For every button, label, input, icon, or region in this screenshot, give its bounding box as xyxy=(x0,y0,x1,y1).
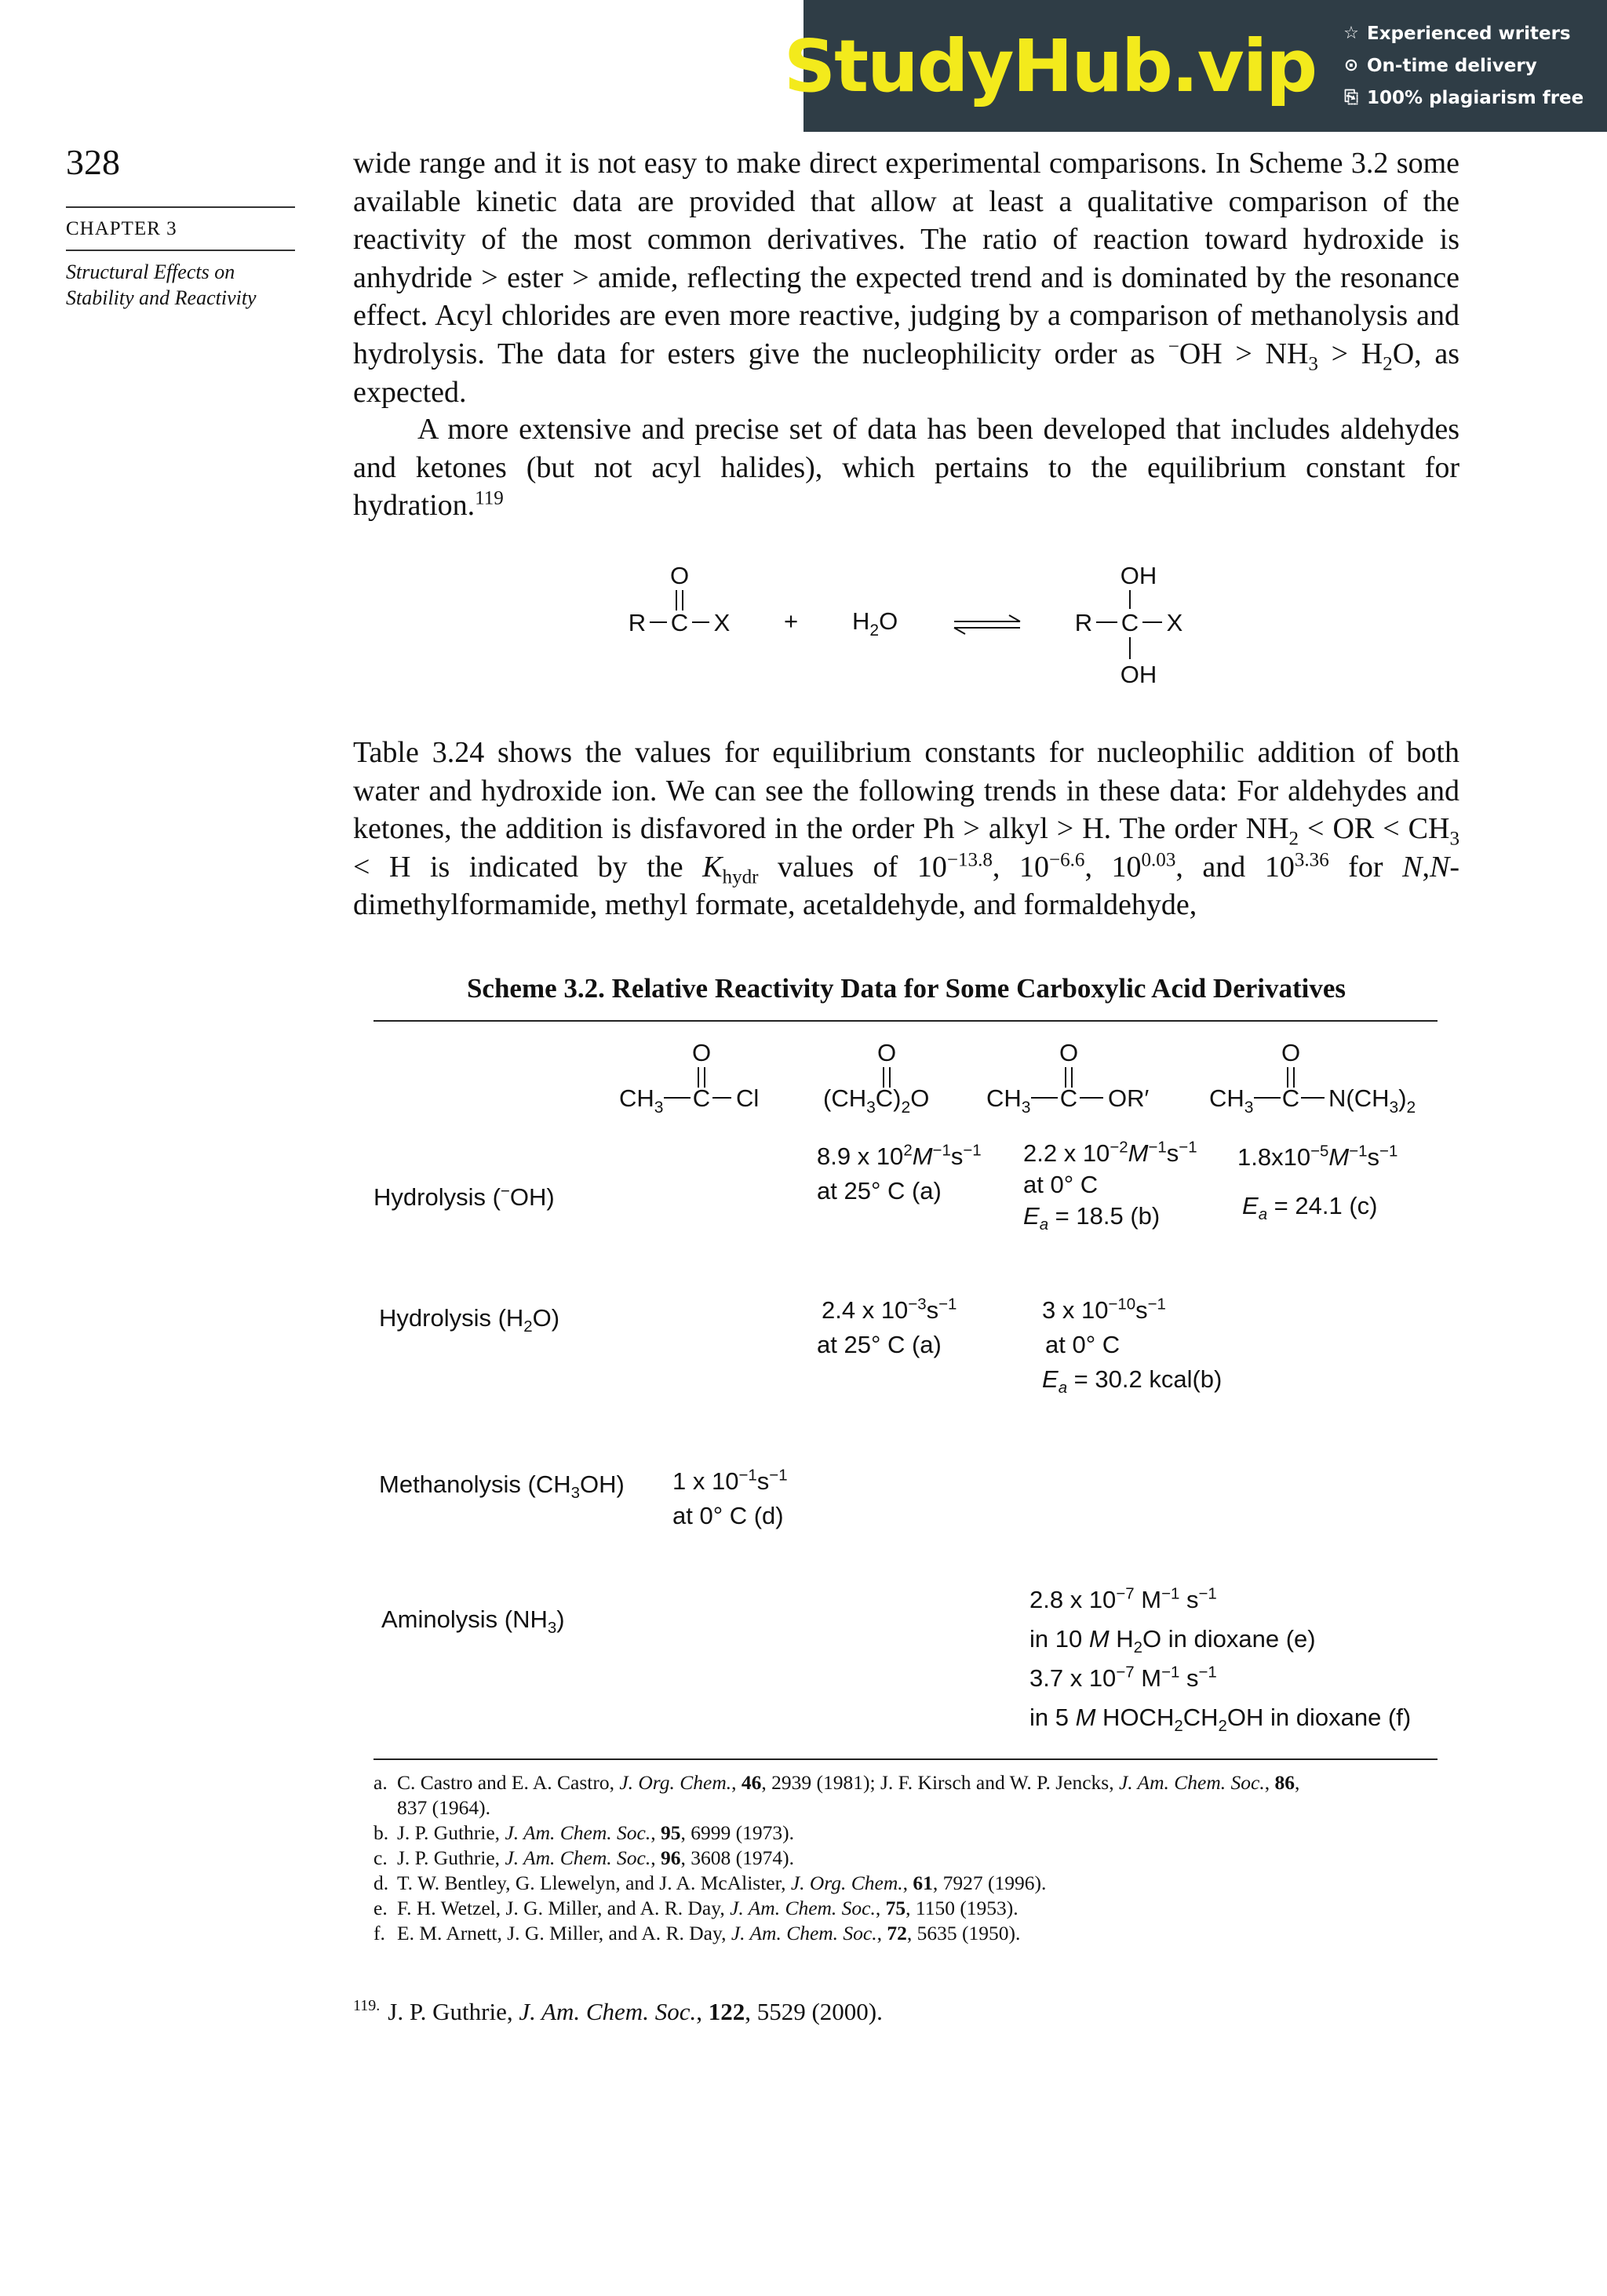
svg-text:X: X xyxy=(713,609,731,636)
svg-text:CH3: $CH_3$ xyxy=(1209,1084,1254,1117)
svg-text:C: C xyxy=(692,1084,711,1112)
svg-text:Cl: Cl xyxy=(736,1084,760,1112)
banner-feature-label: On-time delivery xyxy=(1367,55,1537,76)
rate-ester-water: 3 x $10^{-10}s^{-1}$ at 0° C $E_a = 30.2$ kcal(b) xyxy=(1042,1295,1223,1398)
scheme-rule xyxy=(374,1020,1438,1022)
svg-text:O: O xyxy=(876,1039,897,1066)
svg-text:+: + xyxy=(783,607,799,635)
page-number: 328 xyxy=(66,142,120,182)
rate-chloride-methanolysis: 1 x $10^{-1}s^{-1}$ at 0° C (d) xyxy=(672,1466,788,1529)
footnote: c. J. P. Guthrie, J. Am. Chem. Soc., 96, 3608 (1974). xyxy=(374,1846,794,1869)
footnote: f. E. M. Arnett, J. G. Miller, and A. R. Day, J. Am. Chem. Soc., 72, 5635 (1950). xyxy=(374,1922,1021,1944)
banner-logo[interactable]: StudyHub.vip xyxy=(783,24,1317,108)
footnote: a. C. Castro and E. A. Castro, J. Org. Chem., 46, 2939 (1981); J. F. Kirsch and W. P. Jencks, J. Am. Chem. Soc., 86, xyxy=(374,1771,1300,1794)
banner-feature-list xyxy=(1340,17,1599,114)
ad-banner[interactable] xyxy=(783,0,1607,132)
row-label-water: Hydrolysis $(H_2O)$ xyxy=(379,1304,560,1336)
row-label-hydroxide: Hydrolysis (−OH) xyxy=(374,1182,555,1211)
copy-icon: ⎘ xyxy=(1344,88,1358,108)
svg-text:O: O xyxy=(691,1039,712,1066)
svg-text:OH: OH xyxy=(1120,562,1157,589)
svg-text:CH3: $CH_3$ xyxy=(619,1084,664,1117)
svg-text:R: R xyxy=(1074,609,1093,636)
rate-ester-aminolysis: 2.8 x $10^{-7}$ $M^{-1}$ $s^{-1}$ in 10 M $H_2O$ in dioxane (e) 3.7 x $10^{-7}$ $M^{-1}$ $s^{-1}$ in 5 M $HOCH_2CH_2OH$ in dioxane (f) xyxy=(1029,1584,1412,1736)
row-label-aminolysis: Aminolysis $(NH_3)$ xyxy=(381,1605,565,1638)
svg-text:N(CH3)2: $N(CH_3)_2$ xyxy=(1328,1084,1416,1117)
rate-ester-hydroxide: 2.2 x $10^{-2}M^{-1}s^{-1}$ at 0° C $E_a = 18.5$ (b) xyxy=(1023,1138,1197,1234)
scheme-rule xyxy=(374,1758,1438,1760)
paragraph: A more extensive and precise set of data has been developed that includes aldehydes and ketones (but not acyl halides), which pertains to the equilibrium constant for hydration.$^{119}$ xyxy=(353,413,1459,523)
scheme-title: Scheme 3.2. Relative Reactivity Data for Some Carboxylic Acid Derivatives xyxy=(466,973,1346,1004)
banner-feature xyxy=(1340,49,1599,82)
star-icon: ☆ xyxy=(1343,24,1359,43)
svg-text:OH: OH xyxy=(1120,661,1157,688)
banner-feature xyxy=(1340,17,1599,49)
svg-text:CH3: $CH_3$ xyxy=(986,1084,1031,1117)
svg-text:O: O xyxy=(1059,1039,1079,1066)
svg-text:C: C xyxy=(1059,1084,1078,1112)
row-label-methanolysis: Methanolysis $(CH_3OH)$ xyxy=(379,1471,625,1503)
scheme-footnotes: a. C. Castro and E. A. Castro, J. Org. Chem., 46, 2939 (1981); J. F. Kirsch and W. P. Jencks, J. Am. Chem. Soc., 86, 837 (1964). b. J. P. Guthrie, J. Am. Chem. Soc., 95, 6999 (1973). c. J. P. Guthrie, J. Am. Chem. Soc., 96, 3608 (1974). d. T. W. Bentley, G. Llewelyn, and J. A. McAlister, J. Org. Chem., 61, 7927 (1996). e. F. H. Wetzel, J. G. Miller, and A. R. Day, J. Am. Chem. Soc., 75, 1150 (1953). f. E. M. Arnett, J. G. Miller, and A. R. Day, J. Am. Chem. Soc., 72, 5635 (1950). xyxy=(374,1770,1438,1946)
svg-text:OR′: OR′ xyxy=(1108,1084,1150,1112)
rate-anhydride-water: 2.4 x $10^{-3}s^{-1}$ at 25° C (a) xyxy=(817,1295,957,1358)
svg-text:C: C xyxy=(1281,1084,1300,1112)
footnote: b. J. P. Guthrie, J. Am. Chem. Soc., 95, 6999 (1973). xyxy=(374,1821,794,1844)
svg-text:X: X xyxy=(1166,609,1183,636)
footnote: e. F. H. Wetzel, J. G. Miller, and A. R. Day, J. Am. Chem. Soc., 75, 1150 (1953). xyxy=(374,1897,1018,1919)
svg-text:C: C xyxy=(670,609,689,636)
clock-icon: ⊙ xyxy=(1343,56,1359,75)
svg-text:(CH3C)2O: $(CH_3C)_2O$ xyxy=(823,1084,930,1117)
paragraph: wide range and it is not easy to make direct experimental comparisons. In Scheme 3.2 some available kinetic data are provided that allow at least a qualitative comparison of the reactivity of the most common derivatives. The ratio of reaction toward hydroxide is anhydride > ester > amide, reflecting the expected trend and is dominated by the resonance effect. Acyl chlorides are even more reactive, judging by a comparison of methanolysis and hydrolysis. The data for esters give the nucleophilicity order as $^-OH > NH_3 > H_2O$, as expected. xyxy=(353,147,1459,409)
citation-marker[interactable]: 119 xyxy=(475,487,504,509)
reference-119: $^{119.}$ J. P. Guthrie, J. Am. Chem. Soc., 122, 5529 (2000). xyxy=(353,1997,883,2025)
svg-text:R: R xyxy=(628,609,647,636)
margin-rule xyxy=(66,250,295,251)
footnote: d. T. W. Bentley, G. Llewelyn, and J. A. McAlister, J. Org. Chem., 61, 7927 (1996). xyxy=(374,1871,1047,1894)
svg-text:O: O xyxy=(1281,1039,1301,1066)
banner-feature-label: 100% plagiarism free xyxy=(1367,87,1584,108)
paragraph: Table 3.24 shows the values for equilibrium constants for nucleophilic addition of both water and hydroxide ion. We can see the following trends in these data: For aldehydes and ketones, the addition is disfavored in the order Ph > alkyl > H. The order $NH_2$ < OR < $CH_3 < H$ is indicated by the $K_{hydr}$ values of $10^{-13.8}$, $10^{-6.6}$, $10^{0.03}$, and $10^{3.36}$ for N,N-dimethylformamide, methyl formate, acetaldehyde, and formaldehyde, xyxy=(353,736,1460,922)
running-head: Structural Effects on Stability and Reactivity xyxy=(66,261,257,309)
svg-text:C: C xyxy=(1121,609,1139,636)
margin-rule xyxy=(66,206,295,208)
rate-anhydride-hydroxide: 8.9 x $10^2M^{-1}s^{-1}$ at 25° C (a) xyxy=(817,1141,982,1204)
svg-text:O: O xyxy=(669,562,690,589)
banner-feature xyxy=(1340,82,1599,114)
rate-amide-hydroxide: $1.8x10^{-5}M^{-1}s^{-1}$ $E_a = 24.1$ (c) xyxy=(1237,1142,1398,1224)
chapter-label: CHAPTER 3 xyxy=(66,218,177,239)
banner-feature-label: Experienced writers xyxy=(1367,23,1571,44)
svg-text:H2O: $H_2O$ xyxy=(852,607,898,640)
